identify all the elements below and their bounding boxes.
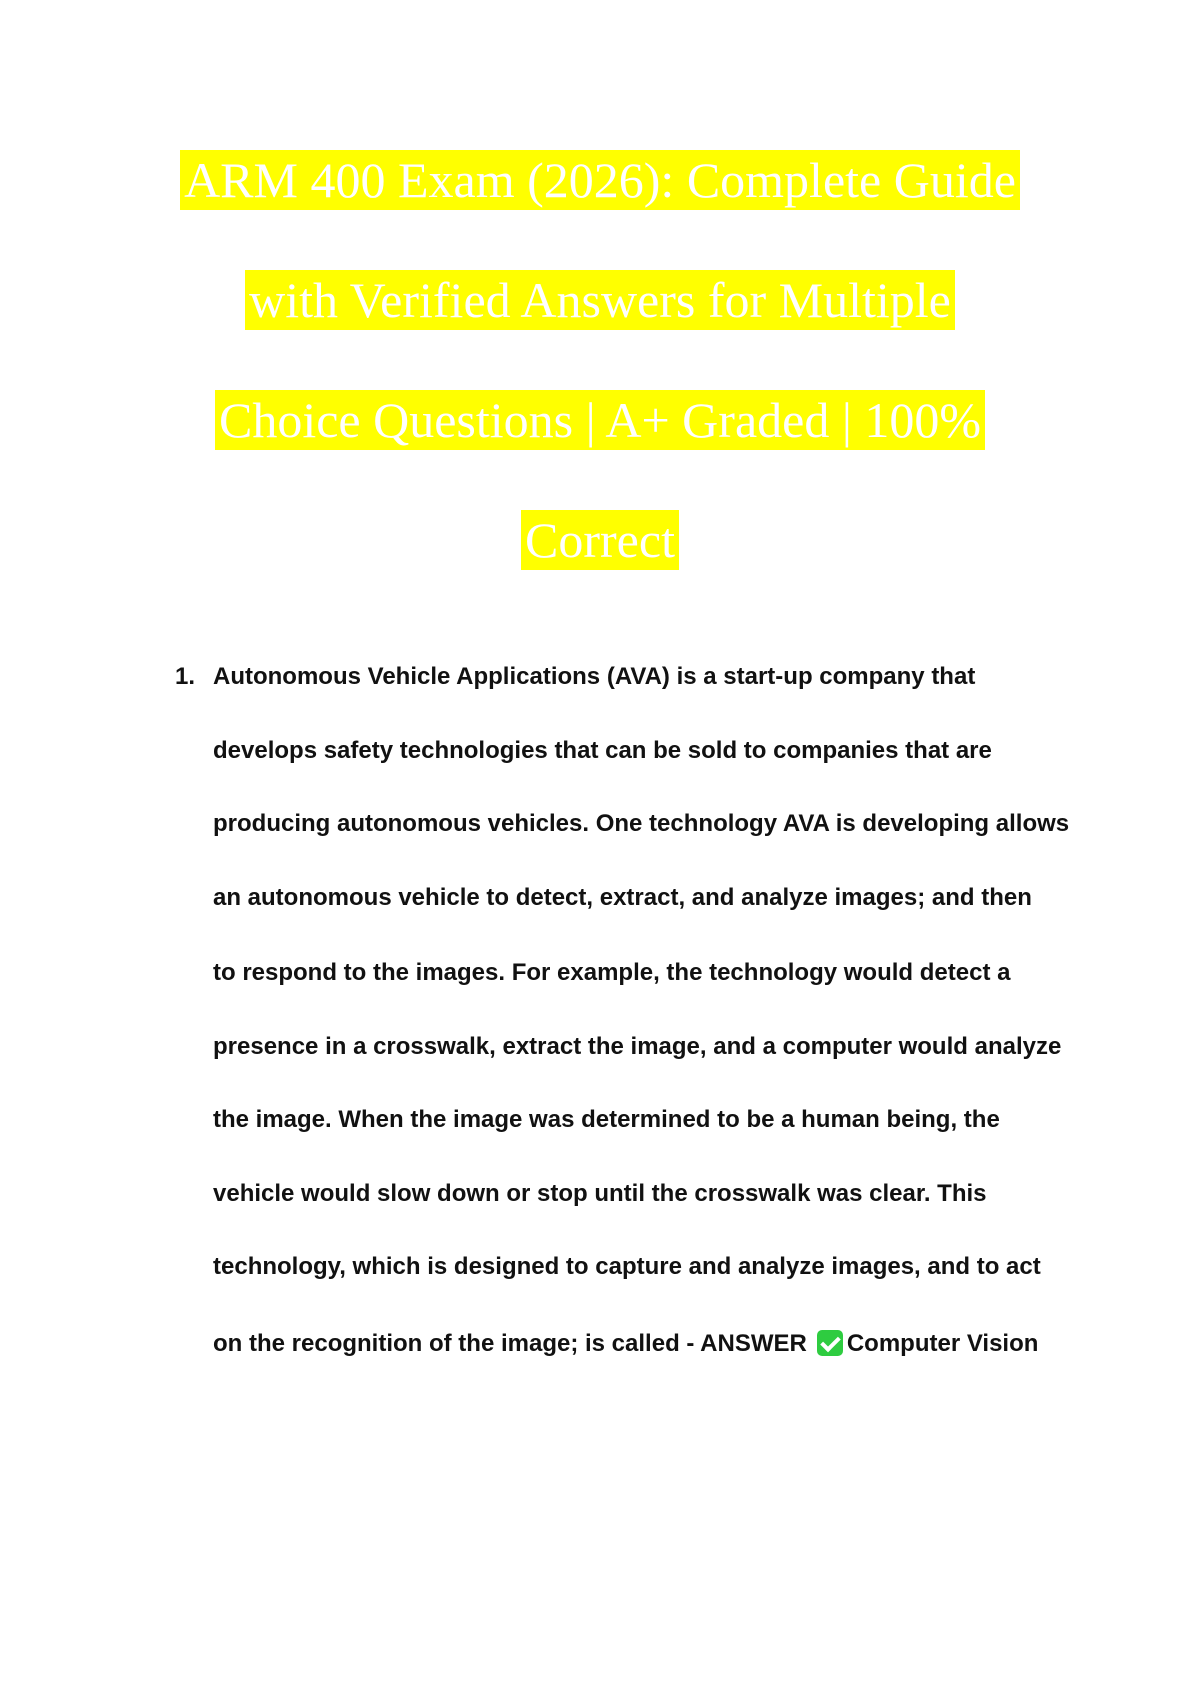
title-line-1: ARM 400 Exam (2026): Complete Guide xyxy=(180,150,1020,210)
question-text-line: develops safety technologies that can be sold to companies that are xyxy=(213,737,992,764)
question-text-line: an autonomous vehicle to detect, extract, and analyze images; and then xyxy=(213,884,1032,911)
question-text-line: technology, which is designed to capture and analyze images, and to act xyxy=(213,1253,1041,1280)
title-line-2: with Verified Answers for Multiple xyxy=(245,270,955,330)
title-line-4: Correct xyxy=(521,510,679,570)
answer-line xyxy=(213,1327,1038,1361)
question-text-line: the image. When the image was determined to be a human being, the xyxy=(213,1106,1000,1133)
answer-text: Computer Vision xyxy=(846,1330,1039,1357)
question-text-line: Autonomous Vehicle Applications (AVA) is a start-up company that xyxy=(213,663,976,690)
question-text-line: to respond to the images. For example, the technology would detect a xyxy=(213,959,1011,986)
question-text-line: vehicle would slow down or stop until the crosswalk was clear. This xyxy=(213,1180,987,1207)
answer-prefix: on the recognition of the image; is called - ANSWER xyxy=(213,1330,807,1357)
question-number: 1. xyxy=(175,663,196,690)
title-line-3: Choice Questions | A+ Graded | 100% xyxy=(215,390,985,450)
question-text-line: producing autonomous vehicles. One technology AVA is developing allows xyxy=(213,810,1070,837)
check-mark-icon xyxy=(817,1330,843,1356)
question-text-line: presence in a crosswalk, extract the image, and a computer would analyze xyxy=(213,1033,1062,1060)
